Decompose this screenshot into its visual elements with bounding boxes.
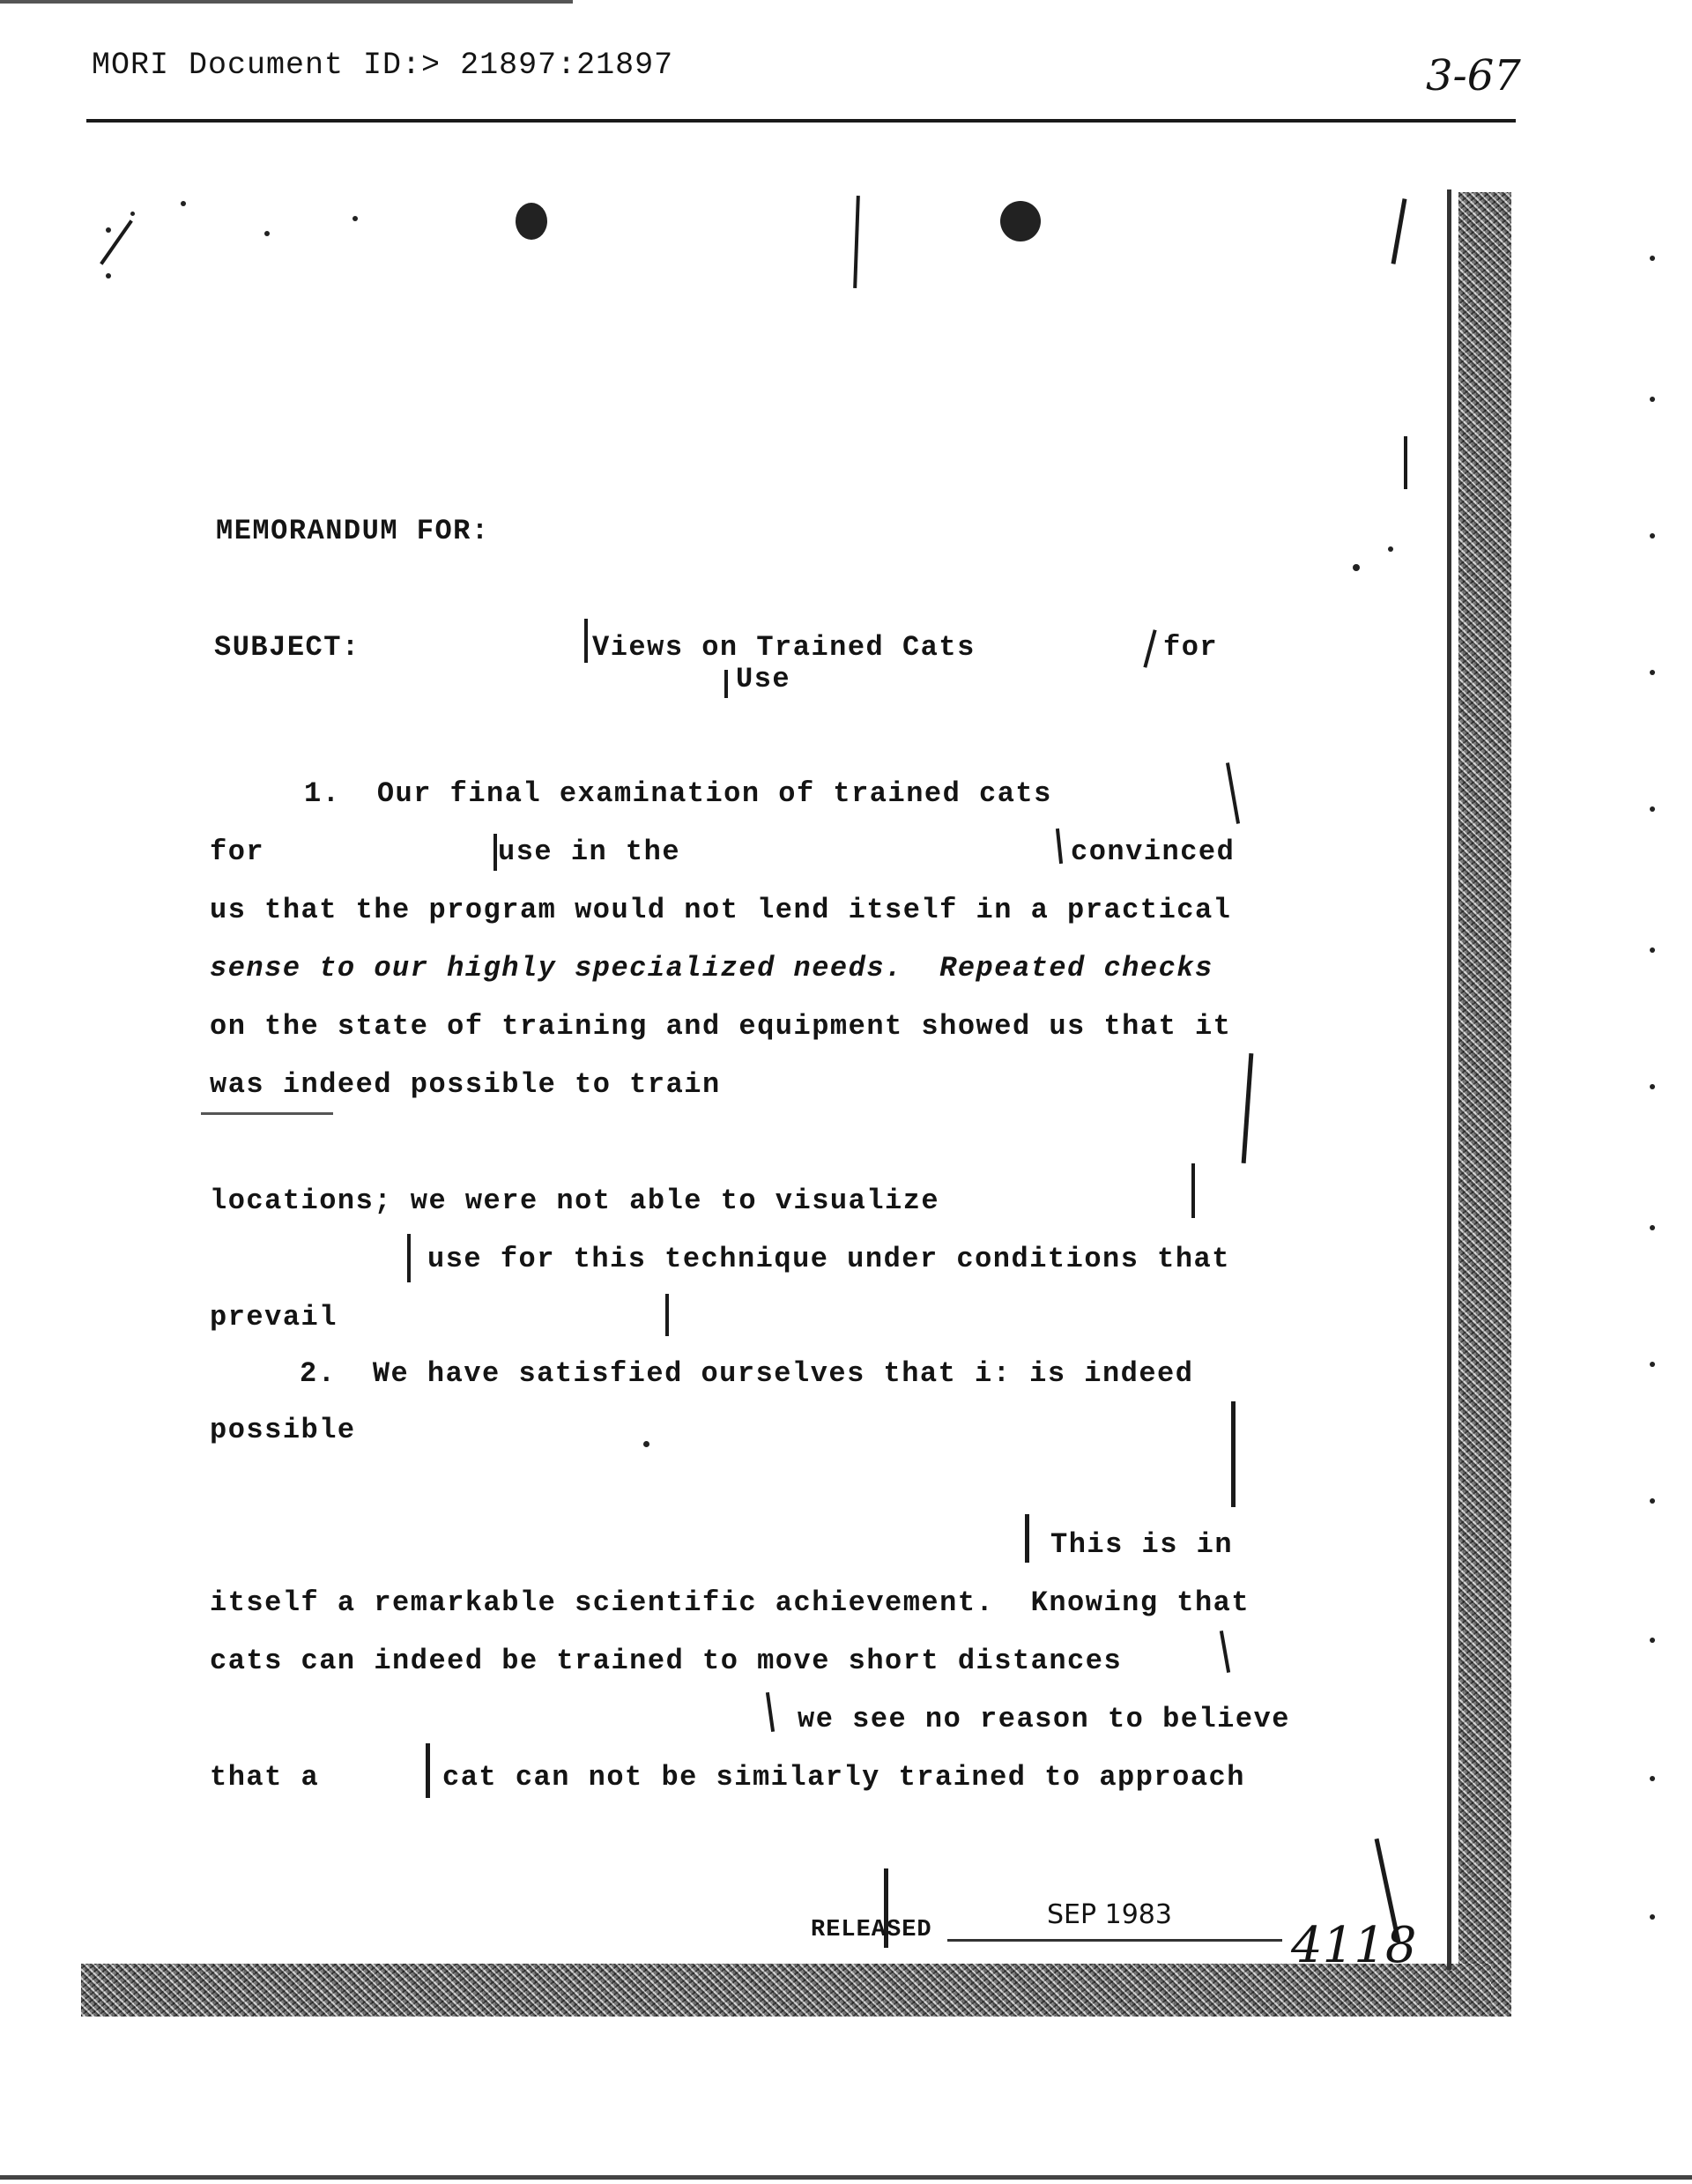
redaction-mark: [1231, 1401, 1236, 1507]
speck: [1650, 1362, 1655, 1367]
punch-hole-mark: [516, 203, 547, 240]
page-inner-right-line: [1447, 189, 1451, 1970]
scan-noise-right-edge: [1458, 192, 1511, 2017]
redaction-mark: [766, 1692, 775, 1732]
speck: [130, 212, 135, 216]
paragraph-1-line: locations; we were not able to visualize: [210, 1185, 940, 1217]
paragraph-2-line: This is in: [1050, 1528, 1234, 1561]
redaction-mark: [1220, 1631, 1230, 1673]
speck: [264, 231, 270, 236]
redaction-mark: [1191, 1163, 1195, 1218]
speck: [1650, 256, 1655, 261]
redaction-mark: [584, 619, 588, 663]
released-date: SEP 1983: [1047, 1899, 1172, 1930]
speck: [106, 273, 111, 279]
page-number-mark: 3-67: [1426, 51, 1521, 100]
redaction-mark: [1226, 762, 1240, 824]
speck: [1650, 1084, 1655, 1089]
paragraph-2-line: we see no reason to believe: [798, 1703, 1290, 1735]
speck: [1353, 564, 1360, 571]
paragraph-1-line: for: [210, 836, 265, 868]
punch-hole-mark: [1000, 201, 1041, 241]
header-rule: [86, 119, 1516, 123]
subject-text: Views on Trained Cats: [592, 631, 976, 664]
paragraph-2-line: that a: [210, 1761, 320, 1794]
redaction-mark: [426, 1743, 430, 1798]
stray-mark: [100, 219, 133, 264]
redaction-mark: [853, 196, 860, 288]
redaction-mark: [1056, 828, 1063, 864]
paragraph-1-line: 1. Our final examination of trained cats: [304, 777, 1052, 810]
stray-mark: [1404, 436, 1407, 489]
subject-label: SUBJECT:: [214, 631, 360, 664]
scan-noise-bottom-edge: [81, 1964, 1491, 2017]
subject-text-for: for: [1163, 631, 1219, 664]
speck: [643, 1441, 649, 1447]
speck: [1650, 1914, 1655, 1920]
subject-text-use: Use: [736, 663, 791, 695]
paragraph-1-line: was indeed possible to train: [210, 1068, 721, 1101]
redaction-mark: [724, 670, 728, 698]
handwritten-number: 4118: [1291, 1917, 1417, 1974]
redaction-mark: [494, 834, 497, 871]
scan-top-edge: [0, 0, 573, 4]
scan-bottom-edge: [0, 2175, 1692, 2180]
redaction-mark: [1242, 1053, 1254, 1163]
stray-underline: [201, 1112, 333, 1115]
speck: [1650, 1498, 1655, 1504]
paragraph-2-line: cat can not be similarly trained to approach: [442, 1761, 1245, 1794]
paragraph-1-line: sense to our highly specialized needs. Repeated checks: [210, 952, 1213, 984]
speck: [106, 227, 111, 233]
redaction-mark: [1143, 629, 1156, 668]
speck: [1650, 1225, 1655, 1230]
paragraph-1-line: prevail: [210, 1301, 338, 1333]
speck: [1650, 1638, 1655, 1643]
paragraph-2-line: itself a remarkable scientific achievement. Knowing that: [210, 1586, 1250, 1619]
speck: [1650, 397, 1655, 402]
speck: [181, 201, 186, 206]
redaction-mark: [1025, 1514, 1029, 1563]
speck: [1650, 947, 1655, 953]
speck: [1650, 670, 1655, 675]
speck: [1650, 806, 1655, 812]
released-label: RELEASED: [811, 1917, 932, 1943]
speck: [352, 216, 358, 221]
paragraph-2-line: possible: [210, 1414, 356, 1446]
released-dash-line: [947, 1939, 1282, 1942]
paragraph-1-line: use for this technique under conditions that: [427, 1243, 1230, 1275]
redaction-mark: [407, 1234, 411, 1282]
document-id: MORI Document ID:> 21897:21897: [92, 48, 674, 83]
redaction-mark: [1391, 198, 1407, 264]
paragraph-2-line: cats can indeed be trained to move short distances: [210, 1645, 1123, 1677]
paragraph-1-line: use in the: [498, 836, 681, 868]
speck: [1650, 1776, 1655, 1781]
memorandum-for-label: MEMORANDUM FOR:: [216, 515, 490, 547]
redaction-mark: [665, 1294, 669, 1336]
paragraph-1-line: convinced: [1071, 836, 1236, 868]
speck: [1650, 533, 1655, 539]
speck: [1388, 546, 1393, 552]
paragraph-1-line: on the state of training and equipment showed us that it: [210, 1010, 1232, 1043]
paragraph-1-line: us that the program would not lend itself in a practical: [210, 894, 1232, 926]
paragraph-2-line: 2. We have satisfied ourselves that i: is indeed: [300, 1357, 1194, 1390]
